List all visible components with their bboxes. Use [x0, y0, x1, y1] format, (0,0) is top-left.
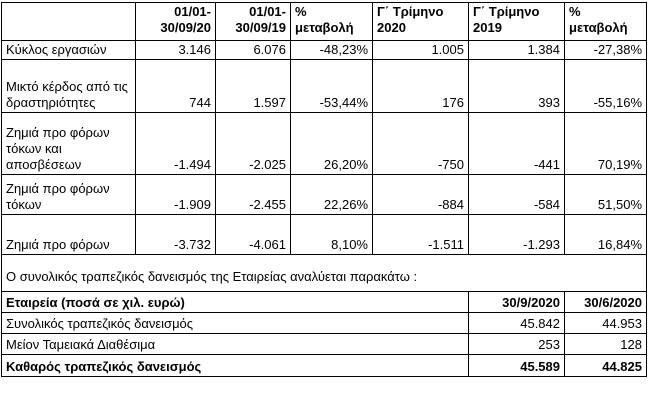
table-row [2, 60, 647, 113]
value-cell: 393 [469, 60, 565, 113]
value-cell: -1.909 [136, 175, 216, 215]
borrowing-note: Ο συνολικός τραπεζικός δανεισμός της Εταιρείας αναλύεται παρακάτω : [2, 255, 647, 292]
header-change-quarter: % μεταβολή [565, 3, 647, 41]
loans-header-label: Εταιρεία (ποσά σε χιλ. ευρώ) [2, 292, 469, 313]
value-cell: 3.146 [136, 41, 216, 60]
value-cell: 26,20% [291, 113, 373, 175]
note-row [2, 255, 647, 292]
header-empty-cell [2, 3, 136, 41]
total-value: 45.589 [469, 355, 565, 377]
row-label: Μικτό κέρδος από τις δραστηριότητες [2, 60, 136, 113]
value-cell: -3.732 [136, 215, 216, 255]
value-cell: -584 [469, 175, 565, 215]
table-row [2, 334, 647, 355]
table-row [2, 113, 647, 175]
row-label: Μείον Ταμειακά Διαθέσιμα [2, 334, 469, 355]
value-cell: 176 [373, 60, 469, 113]
table-row [2, 175, 647, 215]
loans-header-date-1: 30/9/2020 [469, 292, 565, 313]
loans-header-row [2, 292, 647, 313]
value-cell: 1.597 [216, 60, 291, 113]
total-value: 44.825 [565, 355, 647, 377]
value-cell: -4.061 [216, 215, 291, 255]
table-row [2, 313, 647, 334]
header-change-period: % μεταβολή [291, 3, 373, 41]
header-q3-2020: Γ΄ Τρίμηνο 2020 [373, 3, 469, 41]
financial-table-container [1, 2, 647, 377]
row-label: Ζημιά προ φόρων τόκων και αποσβέσεων [2, 113, 136, 175]
header-row [2, 3, 647, 41]
value-cell: -1.511 [373, 215, 469, 255]
value-cell: 44.953 [565, 313, 647, 334]
value-cell: -55,16% [565, 60, 647, 113]
row-label: Κύκλος εργασιών [2, 41, 136, 60]
value-cell: -441 [469, 113, 565, 175]
row-label: Ζημιά προ φόρων τόκων [2, 175, 136, 215]
value-cell: -884 [373, 175, 469, 215]
value-cell: 16,84% [565, 215, 647, 255]
value-cell: -2.025 [216, 113, 291, 175]
financial-results-table [1, 2, 647, 377]
value-cell: 22,26% [291, 175, 373, 215]
value-cell: 1.005 [373, 41, 469, 60]
table-row [2, 215, 647, 255]
row-label: Ζημιά προ φόρων [2, 215, 136, 255]
loans-total-row [2, 355, 647, 377]
value-cell: 45.842 [469, 313, 565, 334]
total-label: Καθαρός τραπεζικός δανεισμός [2, 355, 469, 377]
header-period-2020: 01/01-30/09/20 [136, 3, 216, 41]
value-cell: 6.076 [216, 41, 291, 60]
header-q3-2019: Γ΄ Τρίμηνο 2019 [469, 3, 565, 41]
value-cell: 253 [469, 334, 565, 355]
value-cell: -53,44% [291, 60, 373, 113]
value-cell: -48,23% [291, 41, 373, 60]
value-cell: 70,19% [565, 113, 647, 175]
loans-header-date-2: 30/6/2020 [565, 292, 647, 313]
value-cell: 744 [136, 60, 216, 113]
value-cell: 8,10% [291, 215, 373, 255]
value-cell: 51,50% [565, 175, 647, 215]
value-cell: -2.455 [216, 175, 291, 215]
value-cell: -1.293 [469, 215, 565, 255]
table-row [2, 41, 647, 60]
row-label: Συνολικός τραπεζικός δανεισμός [2, 313, 469, 334]
value-cell: -1.494 [136, 113, 216, 175]
value-cell: -27,38% [565, 41, 647, 60]
value-cell: 128 [565, 334, 647, 355]
header-period-2019: 01/01-30/09/19 [216, 3, 291, 41]
value-cell: -750 [373, 113, 469, 175]
value-cell: 1.384 [469, 41, 565, 60]
